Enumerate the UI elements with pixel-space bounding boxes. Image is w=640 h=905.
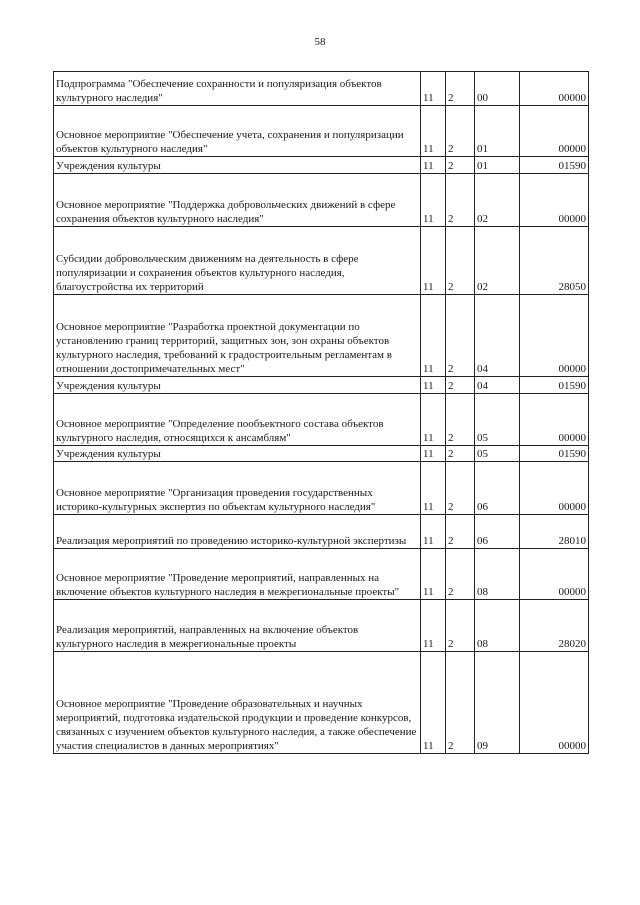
row-code-3: 04 (475, 295, 520, 377)
row-code-3: 01 (475, 106, 520, 157)
table-row (54, 106, 589, 157)
row-code-1: 11 (421, 549, 446, 600)
row-code-3: 02 (475, 174, 520, 227)
row-code-1: 11 (421, 157, 446, 174)
row-code-4: 01590 (520, 157, 589, 174)
row-code-4: 28010 (520, 515, 589, 549)
row-name: Реализация мероприятий, направленных на включение объектов культурного наследия в межрегиональные проекты (54, 600, 421, 652)
row-code-3: 05 (475, 446, 520, 462)
row-code-1: 11 (421, 106, 446, 157)
row-code-4: 00000 (520, 106, 589, 157)
table-row (54, 174, 589, 227)
row-code-4: 01590 (520, 377, 589, 394)
row-code-2: 2 (446, 174, 475, 227)
row-code-1: 11 (421, 72, 446, 106)
row-code-3: 08 (475, 600, 520, 652)
table-row (54, 600, 589, 652)
row-code-2: 2 (446, 72, 475, 106)
row-code-4: 00000 (520, 394, 589, 446)
row-code-2: 2 (446, 652, 475, 754)
row-code-4: 00000 (520, 462, 589, 515)
row-code-3: 05 (475, 394, 520, 446)
row-code-4: 00000 (520, 174, 589, 227)
row-name: Подпрограмма "Обеспечение сохранности и популяризация объектов культурного наследия" (54, 72, 421, 106)
page-number: 58 (314, 36, 326, 48)
row-code-1: 11 (421, 652, 446, 754)
row-code-4: 28020 (520, 600, 589, 652)
row-code-4: 00000 (520, 549, 589, 600)
row-code-4: 00000 (520, 652, 589, 754)
row-name: Основное мероприятие "Поддержка добровольческих движений в сфере сохранения объектов культурного наследия" (54, 174, 421, 227)
row-code-2: 2 (446, 295, 475, 377)
row-name: Учреждения культуры (54, 157, 421, 174)
row-name: Основное мероприятие "Организация проведения государственных историко-культурных экспертиз по объектам культурного наследия" (54, 462, 421, 515)
row-name: Субсидии добровольческим движениям на деятельность в сфере популяризации и сохранения объектов культурного наследия, благоустройства их территорий (54, 227, 421, 295)
row-code-3: 06 (475, 462, 520, 515)
row-code-3: 02 (475, 227, 520, 295)
table-row (54, 295, 589, 377)
row-name: Учреждения культуры (54, 377, 421, 394)
row-code-4: 00000 (520, 295, 589, 377)
row-code-4: 01590 (520, 446, 589, 462)
row-code-3: 00 (475, 72, 520, 106)
table-row (54, 72, 589, 106)
table-row (54, 394, 589, 446)
row-code-1: 11 (421, 446, 446, 462)
row-name: Учреждения культуры (54, 446, 421, 462)
row-code-3: 09 (475, 652, 520, 754)
row-name: Основное мероприятие "Разработка проектной документации по установлению границ территорий, защитных зон, зон охраны объектов культурного наследия, требований к градостроительным регламентам в отношении достопримечательных мест" (54, 295, 421, 377)
row-code-2: 2 (446, 227, 475, 295)
row-code-1: 11 (421, 295, 446, 377)
row-code-2: 2 (446, 600, 475, 652)
table-row (54, 549, 589, 600)
row-code-1: 11 (421, 377, 446, 394)
table-row (54, 652, 589, 754)
row-code-2: 2 (446, 462, 475, 515)
row-code-1: 11 (421, 227, 446, 295)
row-code-3: 06 (475, 515, 520, 549)
row-code-3: 01 (475, 157, 520, 174)
row-code-2: 2 (446, 106, 475, 157)
row-code-4: 00000 (520, 72, 589, 106)
row-code-2: 2 (446, 394, 475, 446)
table-row (54, 446, 589, 462)
table-row (54, 157, 589, 174)
row-name: Основное мероприятие "Обеспечение учета, сохранения и популяризации объектов культурного наследия" (54, 106, 421, 157)
row-name: Основное мероприятие "Проведение мероприятий, направленных на включение объектов культурного наследия в межрегиональные проекты" (54, 549, 421, 600)
row-code-1: 11 (421, 462, 446, 515)
row-code-2: 2 (446, 446, 475, 462)
row-code-2: 2 (446, 549, 475, 600)
budget-classification-table (53, 71, 589, 754)
row-name: Основное мероприятие "Определение пообъектного состава объектов культурного наследия, относящихся к ансамблям" (54, 394, 421, 446)
row-code-1: 11 (421, 515, 446, 549)
table-row (54, 227, 589, 295)
table-row (54, 377, 589, 394)
row-code-1: 11 (421, 600, 446, 652)
row-name: Реализация мероприятий по проведению историко-культурной экспертизы (54, 515, 421, 549)
row-name: Основное мероприятие "Проведение образовательных и научных мероприятий, подготовка издательской продукции и проведение конкурсов, связанных с изучением объектов культурного наследия, а также обеспечение участия специалистов в данных мероприятиях" (54, 652, 421, 754)
row-code-3: 04 (475, 377, 520, 394)
row-code-3: 08 (475, 549, 520, 600)
row-code-2: 2 (446, 157, 475, 174)
table-row (54, 462, 589, 515)
row-code-2: 2 (446, 377, 475, 394)
row-code-4: 28050 (520, 227, 589, 295)
table-row (54, 515, 589, 549)
row-code-2: 2 (446, 515, 475, 549)
row-code-1: 11 (421, 394, 446, 446)
row-code-1: 11 (421, 174, 446, 227)
